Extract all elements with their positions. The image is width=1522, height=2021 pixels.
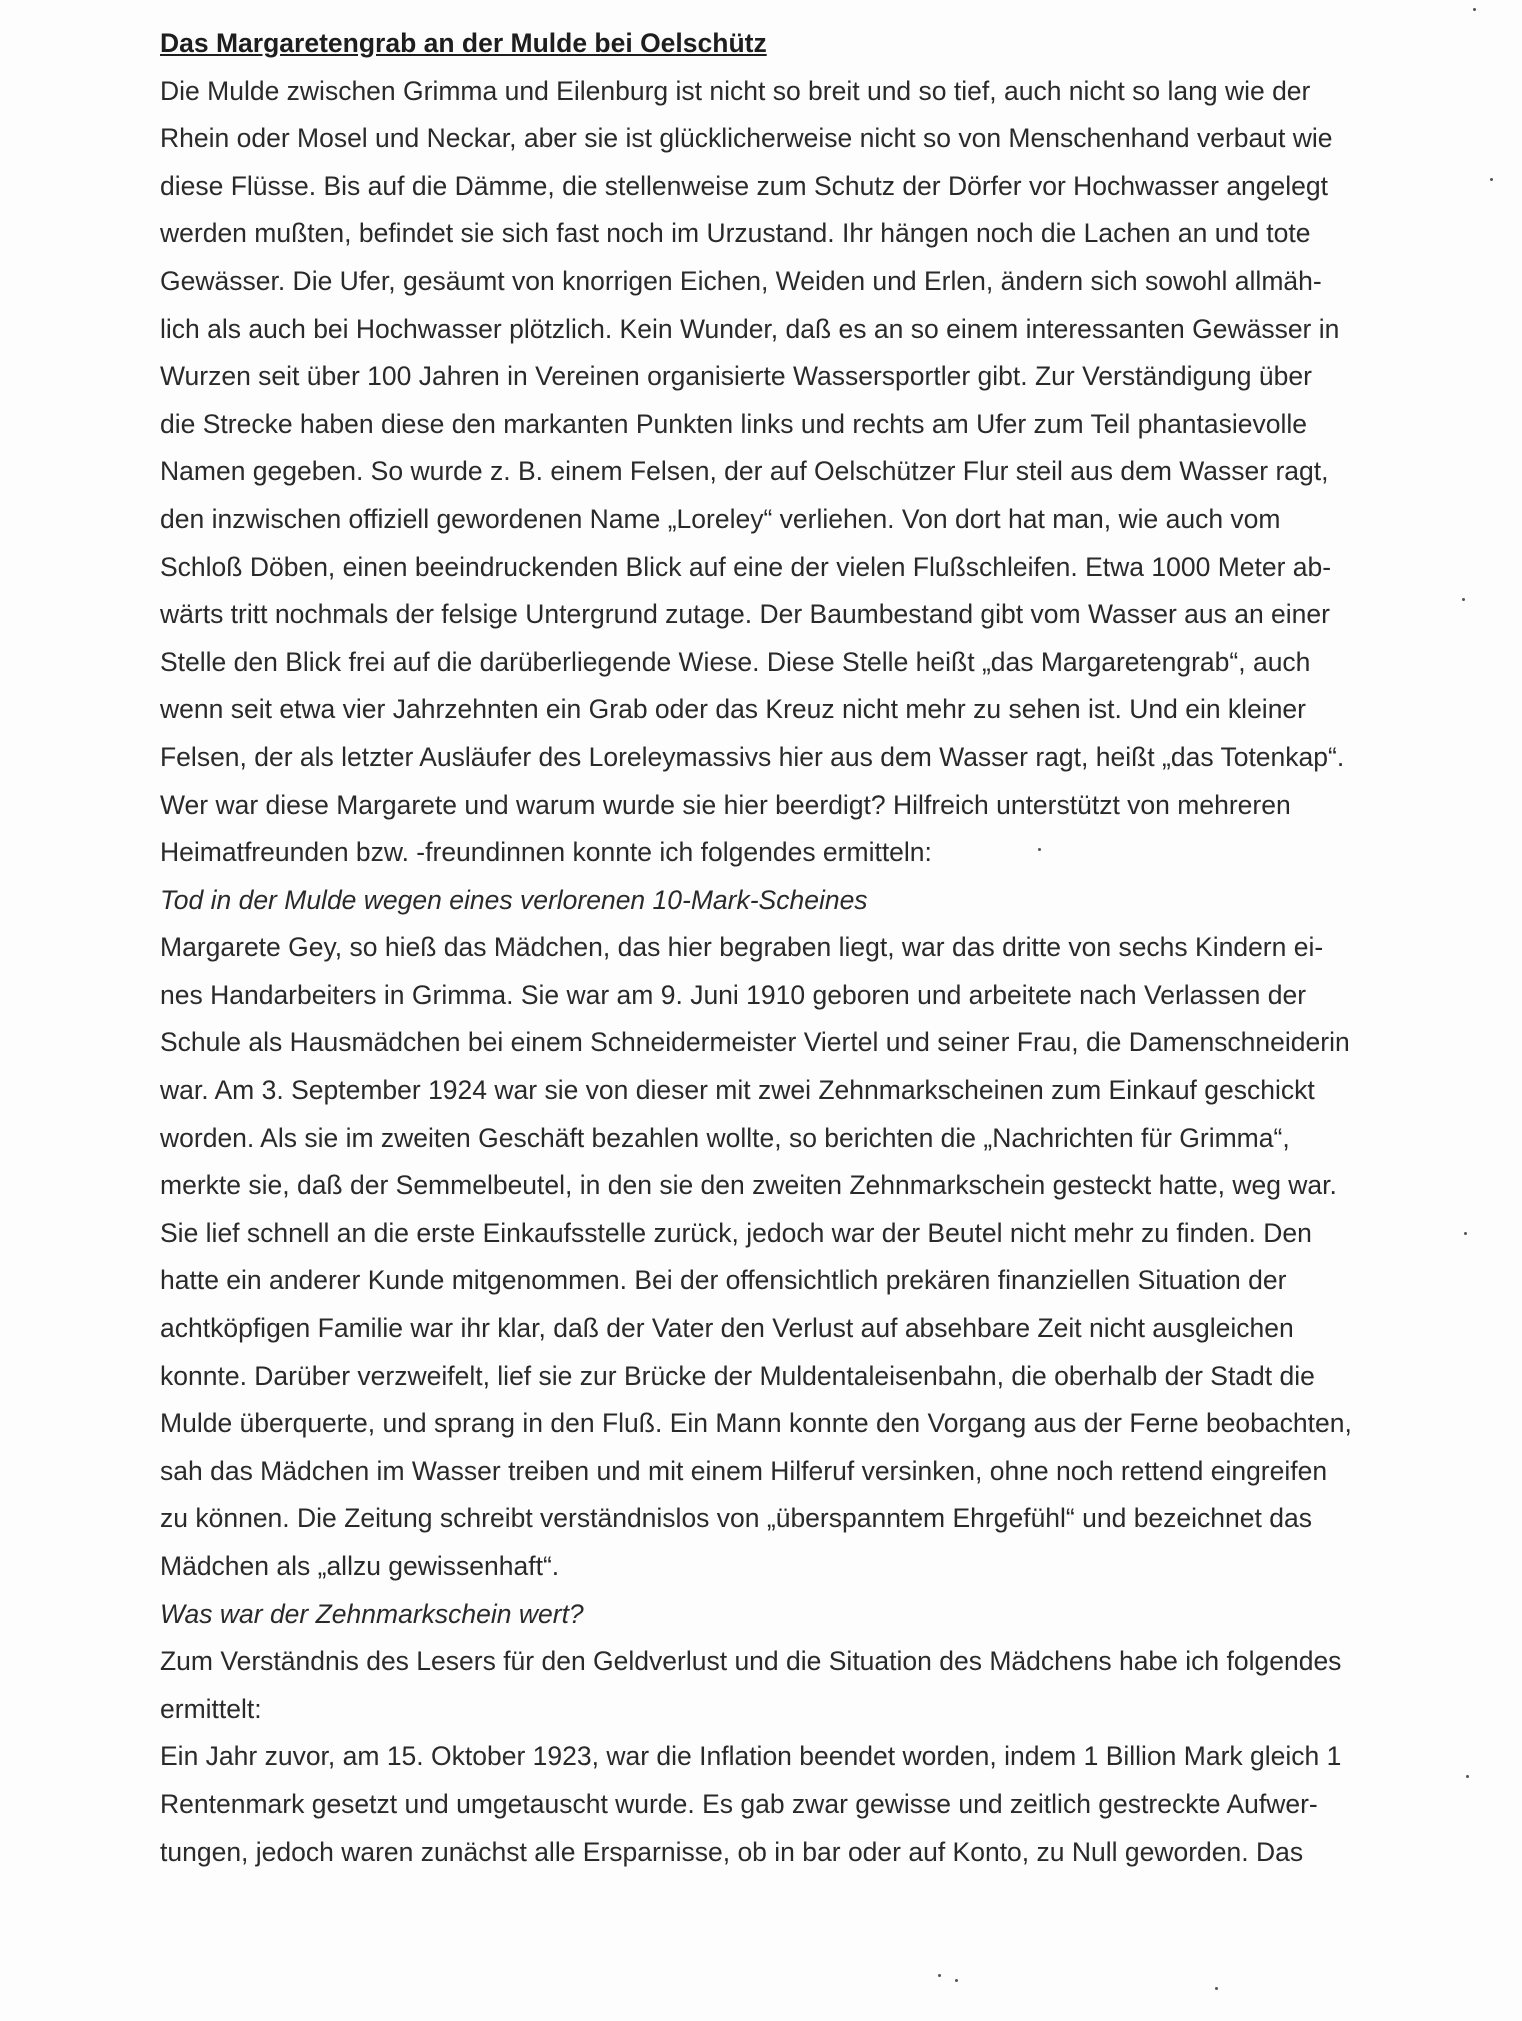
text-line: konnte. Darüber verzweifelt, lief sie zur Brücke der Muldentaleisenbahn, die oberhalb der Stadt die (160, 1360, 1315, 1391)
text-line: worden. Als sie im zweiten Geschäft bezahlen wollte, so berichten die „Nachrichten für Grimma“, (160, 1122, 1290, 1153)
text-line: wenn seit etwa vier Jahrzehnten ein Grab oder das Kreuz nicht mehr zu sehen ist. Und ein kleiner (160, 694, 1306, 725)
text-line: wärts tritt nochmals der felsige Untergrund zutage. Der Baumbestand gibt vom Wasser aus an einer (160, 599, 1330, 630)
text-line: ermittelt: (160, 1693, 262, 1724)
text-line: den inzwischen offiziell gewordenen Name „Loreley“ verliehen. Von dort hat man, wie auch vom (160, 503, 1281, 534)
scan-speck (1466, 1775, 1469, 1778)
section-subheading: Was war der Zehnmarkschein wert? (160, 1598, 584, 1629)
text-line: hatte ein anderer Kunde mitgenommen. Bei der offensichtlich prekären finanziellen Situation der (160, 1265, 1287, 1296)
text-line: diese Flüsse. Bis auf die Dämme, die stellenweise zum Schutz der Dörfer vor Hochwasser angelegt (160, 170, 1328, 201)
section-subheading: Tod in der Mulde wegen eines verlorenen 10-Mark-Scheines (160, 884, 868, 915)
document-title: Das Margaretengrab an der Mulde bei Oelschütz (160, 28, 767, 58)
text-line: Felsen, der als letzter Ausläufer des Loreleymassivs hier aus dem Wasser ragt, heißt „das Totenkap“. (160, 741, 1345, 772)
text-line: Sie lief schnell an die erste Einkaufsstelle zurück, jedoch war der Beutel nicht mehr zu finden. Den (160, 1217, 1312, 1248)
text-line: Rhein oder Mosel und Neckar, aber sie ist glücklicherweise nicht so von Menschenhand verbaut wie (160, 123, 1333, 154)
text-line: Namen gegeben. So wurde z. B. einem Felsen, der auf Oelschützer Flur steil aus dem Wasser ragt, (160, 456, 1329, 487)
text-line: nes Handarbeiters in Grimma. Sie war am 9. Juni 1910 geboren und arbeitete nach Verlassen der (160, 979, 1307, 1010)
scan-speck (955, 1979, 958, 1982)
text-line: Wurzen seit über 100 Jahren in Vereinen organisierte Wassersportler gibt. Zur Verständigung über (160, 361, 1312, 392)
scan-speck (1215, 1987, 1218, 1990)
text-line: lich als auch bei Hochwasser plötzlich. Kein Wunder, daß es an so einem interessanten Gewässer in (160, 313, 1340, 344)
scan-speck (1038, 848, 1041, 851)
text-line: achtköpfigen Familie war ihr klar, daß der Vater den Verlust auf absehbare Zeit nicht ausgleichen (160, 1313, 1294, 1344)
text-line: Mulde überquerte, und sprang in den Fluß. Ein Mann konnte den Vorgang aus der Ferne beobachten, (160, 1408, 1352, 1439)
text-line: Rentenmark gesetzt und umgetauscht wurde. Es gab zwar gewisse und zeitlich gestreckte Aufwer- (160, 1788, 1318, 1819)
text-line: Stelle den Blick frei auf die darüberliegende Wiese. Diese Stelle heißt „das Margaretengrab“, auch (160, 646, 1311, 677)
text-line: Gewässer. Die Ufer, gesäumt von knorrigen Eichen, Weiden und Erlen, ändern sich sowohl allmäh- (160, 265, 1322, 296)
text-line: die Strecke haben diese den markanten Punkten links und rechts am Ufer zum Teil phantasievolle (160, 408, 1308, 439)
text-line: Margarete Gey, so hieß das Mädchen, das hier begraben liegt, war das dritte von sechs Kindern ei- (160, 932, 1324, 963)
text-line: sah das Mädchen im Wasser treiben und mit einem Hilferuf versinken, ohne noch rettend eingreifen (160, 1455, 1328, 1486)
text-line: merkte sie, daß der Semmelbeutel, in den sie den zweiten Zehnmarkschein gesteckt hatte, weg war. (160, 1170, 1337, 1201)
text-line: zu können. Die Zeitung schreibt verständnislos von „überspanntem Ehrgefühl“ und bezeichnet das (160, 1503, 1312, 1534)
text-line: Wer war diese Margarete und warum wurde sie hier beerdigt? Hilfreich unterstützt von mehreren (160, 789, 1291, 820)
text-line: war. Am 3. September 1924 war sie von dieser mit zwei Zehnmarkscheinen zum Einkauf geschickt (160, 1075, 1315, 1106)
text-line: Schloß Döben, einen beeindruckenden Blick auf eine der vielen Flußschleifen. Etwa 1000 Meter ab- (160, 551, 1332, 582)
text-line: werden mußten, befindet sie sich fast noch im Urzustand. Ihr hängen noch die Lachen an und tote (160, 218, 1311, 249)
text-line: Die Mulde zwischen Grimma und Eilenburg ist nicht so breit und so tief, auch nicht so lang wie der (160, 75, 1311, 106)
document-body (160, 68, 1420, 1877)
text-line: Ein Jahr zuvor, am 15. Oktober 1923, war die Inflation beendet worden, indem 1 Billion Mark gleich 1 (160, 1741, 1342, 1772)
text-line: Heimatfreunden bzw. -freundinnen konnte ich folgendes ermitteln: (160, 837, 932, 868)
scan-speck (1464, 1232, 1467, 1235)
scan-speck (1462, 598, 1465, 601)
scan-speck (938, 1974, 941, 1977)
scan-speck (1473, 8, 1476, 11)
text-line: Schule als Hausmädchen bei einem Schneidermeister Viertel und seiner Frau, die Damenschneiderin (160, 1027, 1350, 1058)
text-line: Mädchen als „allzu gewissenhaft“. (160, 1551, 560, 1581)
scan-speck (1490, 178, 1493, 181)
text-line: tungen, jedoch waren zunächst alle Ersparnisse, ob in bar oder auf Konto, zu Null geworden. Das (160, 1836, 1304, 1867)
document-text (160, 20, 1420, 1876)
text-line: Zum Verständnis des Lesers für den Geldverlust und die Situation des Mädchens habe ich folgendes (160, 1646, 1342, 1677)
